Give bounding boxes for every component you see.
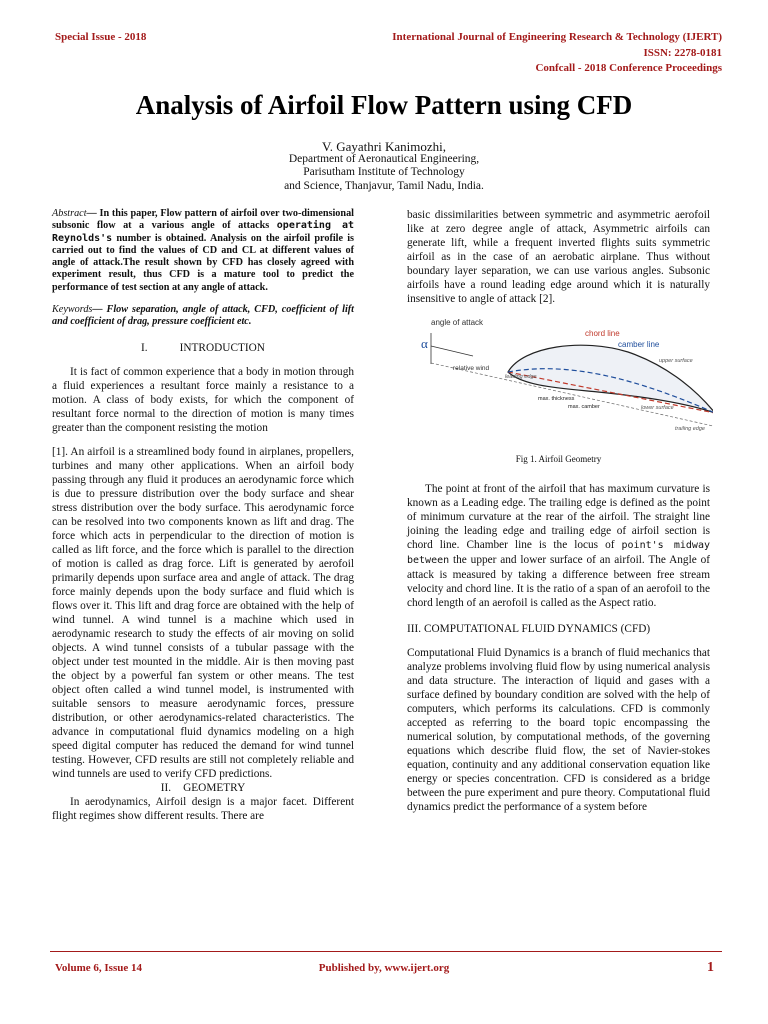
cfd-paragraph-1: Computational Fluid Dynamics is a branch of fluid mechanics that analyze problems involving fluid flow by using numerical analysis and data structure. The interaction of liquid and gases with a surface defined by boundary condition are solved with the help of computers, which performs its calculations. CFD is commonly accepted as referring to the board topic encompassing the numerical solution, by computational methods, of the governing equations which describe fluid flow, the set of Navier-stokes equation, continuity and any additional conservation equation like energy or species concentration. CFD is considered as a bridge between the pure experiment and pure theory. Computational fluid dynamics predict the performance of a system before [407, 647, 710, 813]
header-journal-name: International Journal of Engineering Research & Technology (IJERT) [392, 31, 722, 43]
geometry-paragraph-2-a: The point at front of the airfoil that has maximum curvature is known as a Leading edge. The trailing edge is defined as the point of minimum curvature at the rear of the airfoil. The straight line joining the leading edge and trailing edge of airfoil section is chord line. Chamber line is the locus of [407, 483, 710, 551]
label-angle-of-attack: angle of attack [431, 318, 484, 327]
abstract-label: Abstract [52, 208, 87, 219]
keywords-label: Keywords [52, 304, 93, 316]
header-special-issue: Special Issue - 2018 [55, 31, 147, 43]
footer-publisher: Published by, www.ijert.org [318, 962, 450, 974]
page-number: 1 [707, 960, 714, 975]
geometry-paragraph-2-b: the upper and lower surface of an airfoil. The Angle of attack is measured by taking a difference between free stream velocity and chord line. It is the ratio of a span of an aerofoil to the chord length of an aerofoil is called as the Aspect ratio. [407, 554, 710, 609]
section-heading-cfd [407, 622, 710, 636]
section-title: GEOMETRY [183, 781, 246, 794]
label-trailing-edge: trailing edge [675, 426, 705, 432]
abstract [52, 208, 354, 294]
intro-paragraph-2: [1]. An airfoil is a streamlined body found in airplanes, propellers, turbines and many other applications. When an airfoil body passing through any fluid it produces an aerodynamic force which is due to pressure distribution over the body surface and shear stress distribution over the body surface. This aerodynamic force can be resolved into two components known as lift and drag. The force which acts in perpendicular to the direction of motion is called as lift force, and the force which is parallel to the direction of motion is called as drag force. Lift is generated by aerofoil primarily depends upon surface area and angle of attack. The drag force mainly depends upon the body surface and fluid which is flows over it. This lift and drag force are obtained with the help of wind tunnel. A wind tunnel is a machine which used in aerodynamic research to study the effects of air moving on solid objects. A wind tunnel consists of a tubular passage with the object under test mounted in the middle. Air is then moving past the object by a powerful fan system or other means. The test object often called a wind tunnel model, is instrumented with suitable sensors to measure aerodynamic forces, pressure distribution, or other aerodynamics-related characteristics. The advance in computational fluid dynamics modeling on a high speed digital computer has reduced the demand for wind tunnel testing. However, CFD results are still not completely reliable and wind tunnels are used to verify CFD predictions. [52, 445, 354, 780]
author-affiliation-1: Department of Aeronautical Engineering, [288, 153, 480, 165]
left-column [52, 208, 354, 823]
footer-divider [50, 951, 722, 952]
label-max-camber: max. camber [568, 404, 600, 410]
label-camber-line: camber line [618, 340, 660, 349]
airfoil-shape [508, 345, 713, 413]
section-heading-introduction [52, 341, 354, 355]
footer-volume: Volume 6, Issue 14 [55, 962, 142, 974]
label-lower-surface: lower surface [641, 405, 674, 411]
section-number: II. [160, 781, 172, 794]
geometry-paragraph-1: In aerodynamics, Airfoil design is a major facet. Different flight regimes show different results. There are [52, 795, 354, 822]
label-max-thickness: max. thickness [538, 396, 575, 402]
label-leading-edge: leading edge [505, 374, 537, 380]
geometry-paragraph-1-continued: basic dissimilarities between symmetric and asymmetric aerofoil like at zero degree angle of attack, Asymmetric airfoils can generate lift, while a frequent inverted flights suits symmetric airfoil as in the case of an aerobatic airplane. Thus without boundary layer separation, we can use various angles. Subsonic airfoils have a round leading edge around which it is naturally insensitive to angle of attack [2]. [407, 209, 710, 305]
section-heading-geometry [52, 781, 354, 795]
intro-paragraph-1: It is fact of common experience that a body in motion through a fluid experiences a resultant force mainly a resistance to a motion. A class of body exists, for which the component of resultant force normal to the direction of motion is many times greater than the component resisting the motion [52, 365, 354, 434]
author-affiliation-2: Parisutham Institute of Technology [303, 166, 465, 178]
abstract-text: In this paper, Flow pattern of airfoil over two-dimensional subsonic flow at a various angle of attacks [52, 208, 354, 232]
author-name: V. Gayathri Kanimozhi, [322, 139, 446, 154]
section-number: III. [407, 623, 422, 635]
label-alpha: α [421, 336, 428, 351]
abstract-mono-text: operating at Reynolds's [52, 220, 354, 244]
geometry-paragraph-2 [407, 482, 710, 610]
header-issn: ISSN: 2278-0181 [643, 47, 722, 59]
abstract-text-2: number is obtained. Analysis on the airfoil profile is carried out to find the values of CD and CL at different values of angle of attack.The result shown by CFD has closely agreed with experiment result, thus CFD is a mature tool to predict the performance of test section at any angle of attack. [52, 232, 354, 293]
section-title: INTRODUCTION [179, 341, 265, 354]
angle-arrow [431, 346, 473, 356]
right-column [407, 208, 710, 814]
header-conference: Confcall - 2018 Conference Proceedings [535, 62, 722, 74]
airfoil-geometry-figure [413, 316, 713, 444]
label-upper-surface: upper surface [659, 358, 693, 364]
paper-title: Analysis of Airfoil Flow Pattern using CFD [135, 90, 633, 120]
section-title: COMPUTATIONAL FLUID DYNAMICS (CFD) [423, 623, 651, 635]
figure-caption: Fig 1. Airfoil Geometry [515, 454, 602, 464]
keywords-text: — Flow separation, angle of attack, CFD, coefficient of lift and coefficient of drag, pressure coefficient etc. [52, 304, 354, 328]
section-number: I. [141, 341, 148, 354]
label-relative-wind: relative wind [453, 365, 490, 372]
abstract-dash: — [86, 208, 97, 219]
author-affiliation-3: and Science, Thanjavur, Tamil Nadu, India. [284, 180, 484, 192]
keywords [52, 304, 354, 329]
label-chord-line: chord line [585, 329, 620, 338]
geometry-paragraph-2-mono: point's midway between [407, 540, 710, 566]
